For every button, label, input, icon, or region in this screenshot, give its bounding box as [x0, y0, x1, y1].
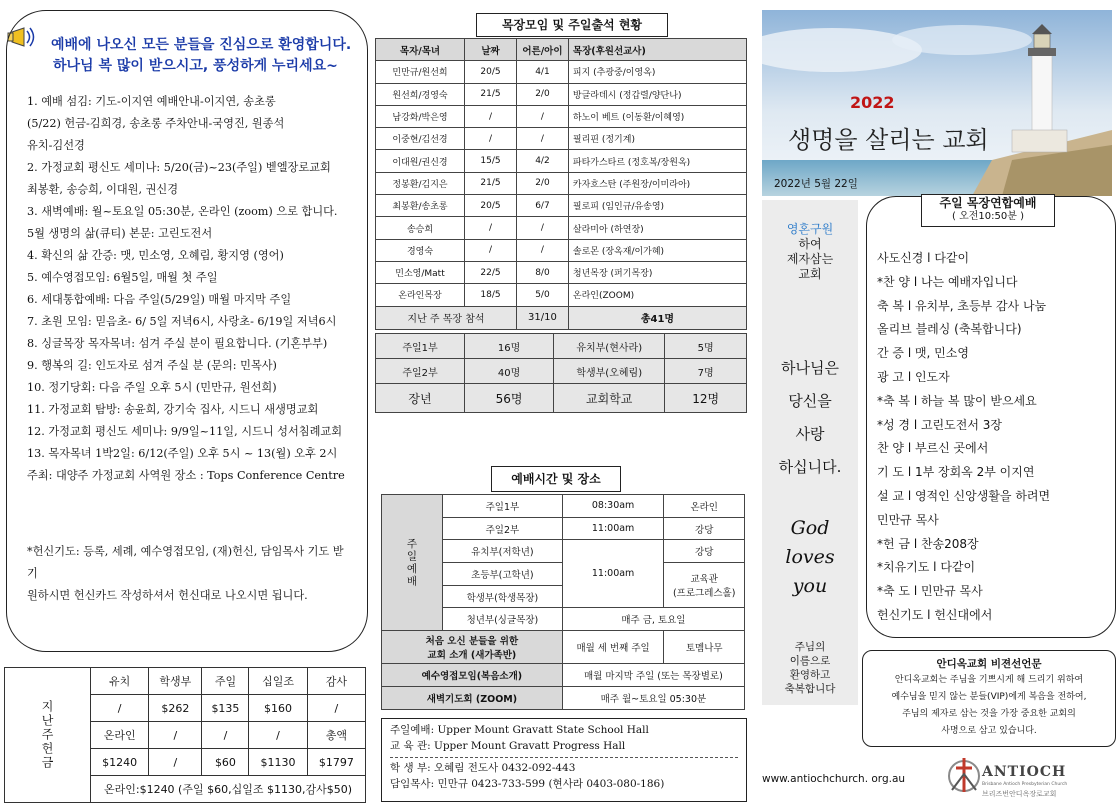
mission-line: 하여: [798, 237, 822, 251]
order-item: *헌 금 l 찬송208장: [877, 536, 979, 551]
announcement-line: 2. 가정교회 평신도 세미나: 5/20(금)~23(주일) 벧엘장로교회: [27, 161, 331, 174]
service-time: 매주 월~토요일 05:30분: [562, 686, 744, 709]
service-name: 청년부(싱글목장): [443, 608, 563, 631]
cell-date: 21/5: [465, 83, 517, 105]
welcome-line: 축복합니다: [784, 683, 836, 695]
logo-wordmark: ANTIOCH: [982, 764, 1067, 780]
welcome-line: 이름으로: [789, 655, 831, 667]
cell-count: /: [516, 105, 568, 127]
cell-date: 22/5: [465, 261, 517, 283]
announcement-line: 5월 생명의 삶(큐티) 본문: 고린도전서: [27, 227, 213, 240]
service-time: 11:00am: [562, 540, 664, 608]
table-row: [376, 150, 747, 172]
order-item: 헌신기도 l 헌신대에서: [877, 607, 993, 622]
cell-mission: 솔로몬 (장옥재/이가혜): [568, 239, 746, 261]
cell-count: 8/0: [516, 261, 568, 283]
cell-date: 15/5: [465, 150, 517, 172]
column-header: 어른/아이: [516, 39, 568, 61]
antioch-cross-logo-icon: [944, 754, 984, 794]
cell-date: /: [465, 239, 517, 261]
cell-mission: 온라인(ZOOM): [568, 284, 746, 306]
vision-title: 안디옥교회 비젼선언문: [936, 658, 1042, 670]
order-item: 간 증 l 맷, 민소영: [877, 346, 969, 361]
order-item: *축 도 l 민만규 목사: [877, 584, 983, 599]
att-value: 7명: [665, 359, 747, 384]
cell-leader: 송승희: [376, 217, 465, 239]
worship-side-label: 주일예배: [382, 495, 443, 631]
service-name: 학생부(학생목장): [443, 585, 563, 608]
english-block: [762, 514, 858, 601]
contact-line: 담임목사: 민만규 0423-733-599 (현사라 0403-080-186): [390, 777, 665, 790]
att-value: 12명: [665, 384, 747, 413]
offering-value: $1130: [249, 749, 307, 776]
announcement-line: 유치-김선경: [27, 139, 85, 152]
att-label: 유치부(현사라): [554, 334, 665, 359]
love-block: [762, 352, 858, 484]
cell-leader: 최봉환/송초롱: [376, 195, 465, 217]
table-row: [382, 664, 745, 687]
service-name: [382, 631, 563, 664]
english-line: you: [792, 575, 828, 597]
english-line: God: [790, 517, 830, 539]
name-line: 처음 오신 분들을 위한: [425, 636, 519, 648]
announcement-line: 12. 가정교회 평신도 세미나: 9/9일~11일, 시드니 성서침례교회: [27, 425, 343, 438]
welcome-block: [762, 640, 858, 696]
offering-header: 총액: [307, 722, 365, 749]
service-name: 유치부(저학년): [443, 540, 563, 563]
vision-text: [869, 672, 1109, 740]
cell-count: /: [516, 217, 568, 239]
cover-year: 2022: [850, 93, 895, 112]
att-label: 교회학교: [554, 384, 665, 413]
welcome-line: 주님의: [794, 641, 826, 653]
table-row: [376, 83, 747, 105]
cover-date: 2022년 5월 22일: [774, 178, 858, 190]
cell-leader: 남강화/박은영: [376, 105, 465, 127]
mission-block: [762, 222, 858, 282]
cell-date: 21/5: [465, 172, 517, 194]
order-item: 설 교 l 영적인 신앙생활을 하려면: [877, 488, 1051, 503]
offering-summary: 온라인:$1240 (주일 $60,십일조 $1130,감사$50): [91, 776, 366, 803]
vision-statement: [862, 650, 1116, 747]
offering-value: $1797: [307, 749, 365, 776]
offering-header: 학생부: [149, 668, 202, 695]
mission-line: 영혼구원: [786, 222, 834, 236]
cell-leader: 원선희/경영숙: [376, 83, 465, 105]
cell-count: 4/1: [516, 61, 568, 83]
service-name: 주일1부: [443, 495, 563, 518]
service-place: 토멤나무: [664, 631, 745, 664]
announcement-line: 13. 목자목녀 1박2일: 6/12(주일) 오후 5시 ~ 13(월) 오후 2시: [27, 447, 338, 460]
column-header: 목자/목녀: [376, 39, 465, 61]
att-value: 16명: [465, 334, 554, 359]
table-row: [376, 239, 747, 261]
offering-header: 감사: [307, 668, 365, 695]
address-line: 주일예배: Upper Mount Gravatt State School Hall: [390, 724, 649, 736]
welcome-line: 환영하고: [789, 669, 831, 681]
order-item: 광 고 l 인도자: [877, 369, 950, 384]
worship-times-table: [381, 494, 745, 710]
table-row: [376, 172, 747, 194]
order-item: *찬 양 l 나는 예배자입니다: [877, 274, 1018, 289]
order-item: *성 경 l 고린도전서 3장: [877, 417, 1002, 432]
offering-value: $135: [202, 695, 249, 722]
cell-date: /: [465, 217, 517, 239]
cell-mission: 방글라데시 (정갑렬/양단나): [568, 83, 746, 105]
announcement-line: 5. 예수영접모임: 6월5일, 매월 첫 주일: [27, 271, 218, 284]
offering-value: /: [307, 695, 365, 722]
cell-count: /: [516, 239, 568, 261]
table-row: [376, 334, 747, 359]
att-value: 40명: [465, 359, 554, 384]
divider: [390, 757, 738, 758]
att-label: 주일1부: [376, 334, 465, 359]
announcement-line: 10. 정기당회: 다음 주일 오후 5시 (민만규, 원선희): [27, 381, 277, 394]
website-link[interactable]: www.antiochchurch. org.au: [762, 773, 906, 785]
cell-mission: 필로피 (임인규/유송영): [568, 195, 746, 217]
order-of-service: [866, 196, 1116, 638]
love-line: 하십니다.: [778, 458, 842, 476]
summary-row: [376, 306, 747, 329]
cell-leader: 이대원/권신경: [376, 150, 465, 172]
cell-attendance-title: 목장모임 및 주일출석 현황: [476, 13, 668, 37]
welcome-title: [51, 35, 371, 77]
announcement-line: 최봉환, 송승희, 이대원, 권신경: [27, 183, 179, 196]
cell-count: /: [516, 128, 568, 150]
cell-count: 2/0: [516, 83, 568, 105]
welcome-title-line2: 하나님 복 많이 받으시고, 풍성하게 누리세요~: [53, 58, 338, 74]
cell-count: 4/2: [516, 150, 568, 172]
service-place: [664, 563, 745, 608]
cell-date: /: [465, 128, 517, 150]
order-item: 축 복 l 유치부, 초등부 감사 나눔: [877, 298, 1047, 313]
cell-attendance-table: [375, 38, 747, 330]
offering-header: 십일조: [249, 668, 307, 695]
love-line: 사랑: [795, 425, 825, 443]
order-item: 올리브 블레싱 (축복합니다): [877, 322, 1022, 337]
vision-line: 안디옥교회는 주님을 기쁘시게 해 드리기 위하여: [894, 675, 1084, 685]
antioch-logo: [944, 752, 1068, 802]
cell-count: 6/7: [516, 195, 568, 217]
logo-subtitle-en: Brisbane Antioch Presbyterian Church: [982, 782, 1068, 787]
cover-photo: [762, 10, 1112, 196]
worship-times-title: 예배시간 및 장소: [491, 466, 621, 492]
summary-label: 지난 주 목장 참석: [376, 306, 517, 329]
offering-value: $1240: [91, 749, 149, 776]
att-label: 학생부(오혜림): [554, 359, 665, 384]
order-list: [877, 247, 1117, 628]
cell-leader: 온라인목장: [376, 284, 465, 306]
offering-value: $160: [249, 695, 307, 722]
contact-line: 학 생 부: 오혜림 전도사 0432-092-443: [390, 762, 576, 774]
vision-line: 예수님을 믿지 않는 분들(VIP)에게 복음을 전하여,: [891, 692, 1087, 702]
service-time: 매주 금, 토요일: [562, 608, 744, 631]
cell-count: 5/0: [516, 284, 568, 306]
cell-leader: 경영숙: [376, 239, 465, 261]
cell-leader: 이중현/김선경: [376, 128, 465, 150]
column-header: 목장(후원선교사): [568, 39, 746, 61]
service-name: 예수영접모임(복음소개): [382, 664, 563, 687]
motto-column: [762, 200, 858, 705]
cell-leader: 민소영/Matt: [376, 261, 465, 283]
announcement-line: 9. 행복의 길: 인도자로 섬겨 주실 분 (문의: 민목사): [27, 359, 277, 372]
service-time: 매월 마지막 주일 (또는 목장별로): [562, 664, 744, 687]
service-name: 새벽기도회 (ZOOM): [382, 686, 563, 709]
cell-date: 20/5: [465, 195, 517, 217]
cell-date: 20/5: [465, 61, 517, 83]
cell-date: 18/5: [465, 284, 517, 306]
table-row: [376, 195, 747, 217]
address-line: 교 육 관: Upper Mount Gravatt Progress Hall: [390, 739, 626, 752]
att-label: 주일2부: [376, 359, 465, 384]
cover-title: 생명을 살리는 교회: [788, 126, 989, 154]
table-row: [376, 359, 747, 384]
order-title: [921, 194, 1055, 227]
offering-value: $60: [202, 749, 249, 776]
table-row: [376, 105, 747, 127]
cell-mission: 필리핀 (정기계): [568, 128, 746, 150]
offering-header: /: [149, 722, 202, 749]
order-item: *축 복 l 하늘 복 많이 받으세요: [877, 393, 1037, 408]
offering-value: /: [91, 695, 149, 722]
order-title-main: 주일 목장연합예배: [939, 196, 1037, 210]
offering-value: $262: [149, 695, 202, 722]
attendance-table: [375, 333, 747, 413]
announcement-line: 1. 예배 섬김: 기도-이지연 예배안내-이지연, 송초롱: [27, 95, 276, 108]
name-line: 교회 소개 (새가족반): [427, 650, 517, 662]
order-item: *치유기도 l 다같이: [877, 560, 976, 575]
service-time: 08:30am: [562, 495, 664, 518]
announcement-line: (5/22) 헌금-김희경, 송초롱 주차안내-국영진, 원종석: [27, 117, 285, 130]
cell-mission: 살라미아 (하연장): [568, 217, 746, 239]
vision-line: 주님의 제자로 삼는 것을 가장 중요한 교회의: [902, 709, 1076, 719]
att-label: 장년: [376, 384, 465, 413]
table-row: [376, 284, 747, 306]
cell-mission: 카자흐스탄 (주원장/이미라아): [568, 172, 746, 194]
dedication-line1: *헌신기도: 등록, 세례, 예수영접모임, (재)헌신, 담임목사 기도 받기: [27, 545, 344, 580]
table-row: [376, 128, 747, 150]
cell-count: 2/0: [516, 172, 568, 194]
love-line: 당신을: [788, 392, 832, 410]
service-name: 주일2부: [443, 517, 563, 540]
column-header: 날짜: [465, 39, 517, 61]
place-line: (프로그레스홀): [672, 588, 736, 600]
service-place: 강당: [664, 540, 745, 563]
offering-value: /: [149, 749, 202, 776]
att-value: 5명: [665, 334, 747, 359]
cell-mission: 청년목장 (퍼기목장): [568, 261, 746, 283]
order-item: 기 도 l 1부 장회옥 2부 이지연: [877, 465, 1035, 480]
order-item: 찬 양 l 부르신 곳에서: [877, 441, 989, 456]
order-item: 민만규 목사: [877, 512, 939, 527]
service-time: 11:00am: [562, 517, 664, 540]
announcement-line: 6. 세대통합예배: 다음 주일(5/29일) 매월 마지막 주일: [27, 293, 292, 306]
mission-line: 교회: [798, 267, 822, 281]
announcement-line: 3. 새벽예배: 월~토요일 05:30분, 온라인 (zoom) 으로 합니다.: [27, 205, 338, 218]
cell-leader: 정봉환/김지은: [376, 172, 465, 194]
summary-value: 31/10: [516, 306, 568, 329]
offering-header: /: [249, 722, 307, 749]
table-row: [376, 61, 747, 83]
announcement-line: 11. 가정교회 탐방: 송윤희, 강기숙 집사, 시드니 새생명교회: [27, 403, 319, 416]
dedication-note: [27, 541, 347, 607]
table-row: [376, 384, 747, 413]
english-line: loves: [785, 546, 835, 568]
service-time: 매월 세 번째 주일: [562, 631, 664, 664]
order-item: 사도신경 l 다같이: [877, 251, 970, 265]
place-line: 교육관: [690, 574, 718, 586]
announcement-line: 8. 싱글목장 목자목녀: 섬겨 주실 분이 필요합니다. (기혼부부): [27, 337, 328, 350]
welcome-title-line1: 예배에 나오신 모든 분들을 진심으로 환영합니다.: [51, 37, 352, 53]
mission-line: 제자삼는: [786, 252, 834, 266]
offering-header: 주일: [202, 668, 249, 695]
table-row: [376, 261, 747, 283]
announcement-line: 7. 초원 모임: 믿음초- 6/ 5일 저녁6시, 사랑초- 6/19일 저녁6시: [27, 315, 337, 328]
announcements-box: [6, 10, 368, 652]
cell-mission: 파타가스타르 (정호복/장원옥): [568, 150, 746, 172]
table-row: [376, 217, 747, 239]
lighthouse-image: [762, 10, 1112, 196]
cell-date: /: [465, 105, 517, 127]
cell-mission: 하노이 베트 (이동환/이혜영): [568, 105, 746, 127]
offering-header: 온라인: [91, 722, 149, 749]
service-place: 강당: [664, 517, 745, 540]
service-name: 초등부(고학년): [443, 563, 563, 586]
cell-mission: 피지 (추광중/이영옥): [568, 61, 746, 83]
table-row: [382, 495, 745, 518]
vision-line: 사명으로 삼고 있습니다.: [941, 726, 1037, 736]
announcement-line: 주최: 대양주 가정교회 사역원 장소 : Tops Conference Centre: [27, 469, 345, 482]
order-title-time: ( 오전10:50분 ): [952, 211, 1024, 222]
offering-table: [4, 667, 366, 803]
offering-side-label: 지난주헌금: [5, 668, 91, 803]
address-box: [381, 718, 747, 802]
logo-subtitle-ko: 브리즈번안디옥장로교회: [982, 790, 1057, 798]
att-value: 56명: [465, 384, 554, 413]
table-row: [382, 631, 745, 664]
summary-total: 총41명: [568, 306, 746, 329]
offering-header: 유치: [91, 668, 149, 695]
dedication-line2: 원하시면 헌신카드 작성하셔서 헌신대로 나오시면 됩니다.: [27, 589, 308, 602]
table-row: [382, 686, 745, 709]
love-line: 하나님은: [781, 359, 839, 377]
offering-header: /: [202, 722, 249, 749]
service-place: 온라인: [664, 495, 745, 518]
cell-leader: 민만규/원선희: [376, 61, 465, 83]
announcement-line: 4. 확신의 삶 간증: 맷, 민소영, 오혜림, 황지영 (영어): [27, 249, 284, 262]
announcement-list: [27, 91, 363, 487]
